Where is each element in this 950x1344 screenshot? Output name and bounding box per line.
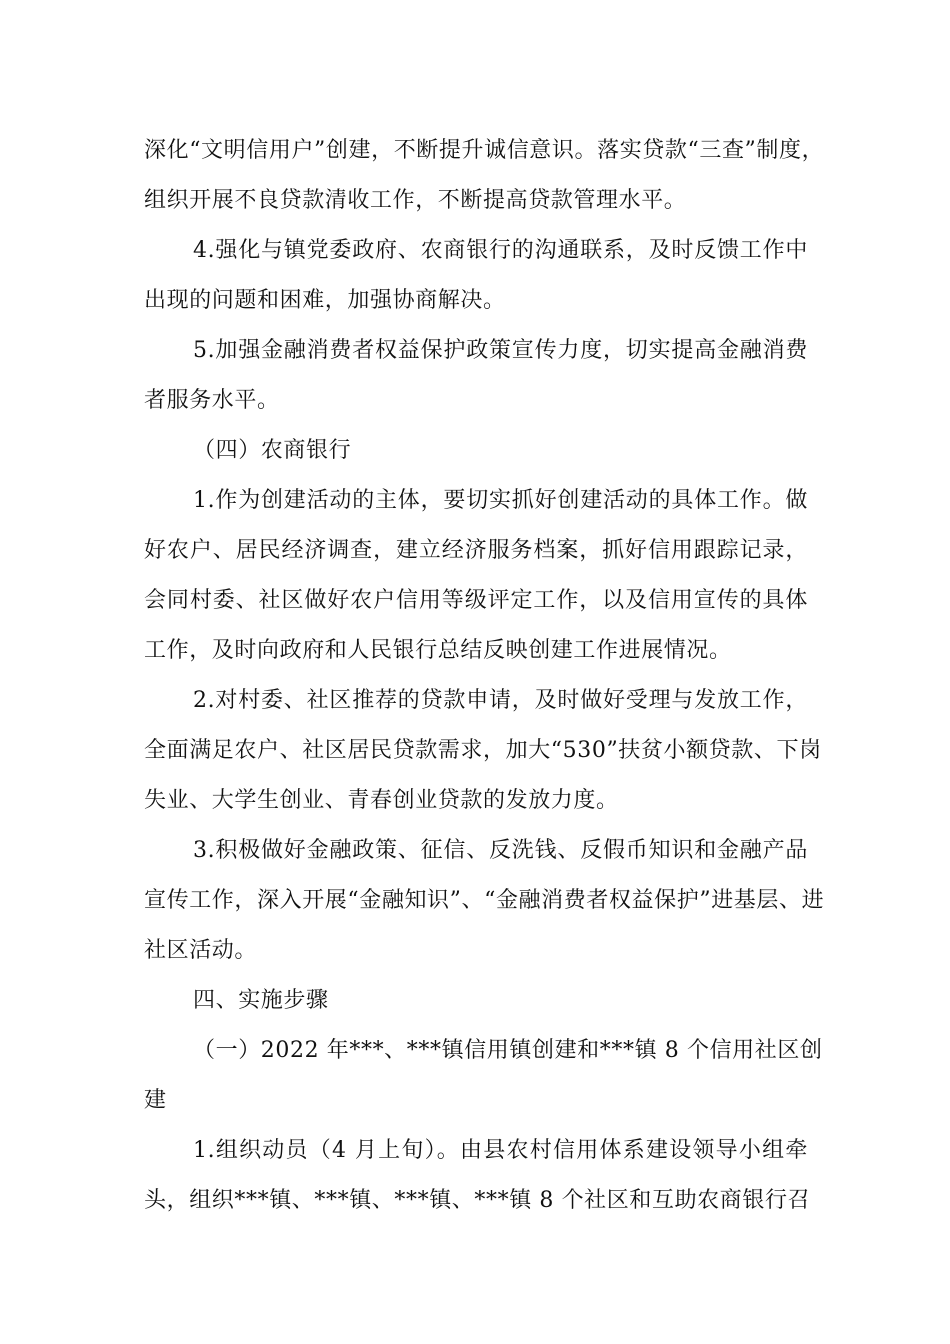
- body-text-line: 好农户、居民经济调查，建立经济服务档案，抓好信用跟踪记录，: [144, 538, 808, 563]
- body-text-line: 出现的问题和困难，加强协商解决。: [144, 288, 506, 313]
- body-text-line: 工作，及时向政府和人民银行总结反映创建工作进展情况。: [144, 638, 732, 663]
- section-heading-rural-bank: （四）农商银行: [193, 438, 352, 463]
- body-text-line: 组织开展不良贷款清收工作，不断提高贷款管理水平。: [144, 188, 687, 213]
- list-item-5-line: 5.加强金融消费者权益保护政策宣传力度，切实提高金融消费: [193, 338, 808, 363]
- body-text-line: 失业、大学生创业、青春创业贷款的发放力度。: [144, 788, 619, 813]
- body-text-line: 全面满足农户、社区居民贷款需求，加大“530”扶贫小额贷款、下岗: [144, 738, 822, 763]
- list-item-4-line: 4.强化与镇党委政府、农商银行的沟通联系，及时反馈工作中: [193, 238, 808, 263]
- list-item-2-line: 2.对村委、社区推荐的贷款申请，及时做好受理与发放工作，: [193, 688, 808, 713]
- body-text-line: 社区活动。: [144, 938, 258, 963]
- body-text-line: 头，组织***镇、***镇、***镇、***镇 8 个社区和互助农商银行召: [144, 1188, 811, 1213]
- subsection-heading-line: （一）2022 年***、***镇信用镇创建和***镇 8 个信用社区创: [193, 1038, 823, 1063]
- list-item-3-line: 3.积极做好金融政策、征信、反洗钱、反假币知识和金融产品: [193, 838, 808, 863]
- body-text-line: 会同村委、社区做好农户信用等级评定工作，以及信用宣传的具体: [144, 588, 808, 613]
- body-text-line: 深化“文明信用户”创建，不断提升诚信意识。落实贷款“三查”制度，: [144, 138, 825, 163]
- subsection-heading-line: 建: [144, 1088, 167, 1113]
- section-heading-implementation-steps: 四、实施步骤: [193, 988, 329, 1013]
- body-text-line: 者服务水平。: [144, 388, 280, 413]
- list-item-1-line: 1.组织动员（4 月上旬）。由县农村信用体系建设领导小组牵: [193, 1138, 808, 1163]
- list-item-1-line: 1.作为创建活动的主体，要切实抓好创建活动的具体工作。做: [193, 488, 808, 513]
- body-text-line: 宣传工作，深入开展“金融知识”、“金融消费者权益保护”进基层、进: [144, 888, 825, 913]
